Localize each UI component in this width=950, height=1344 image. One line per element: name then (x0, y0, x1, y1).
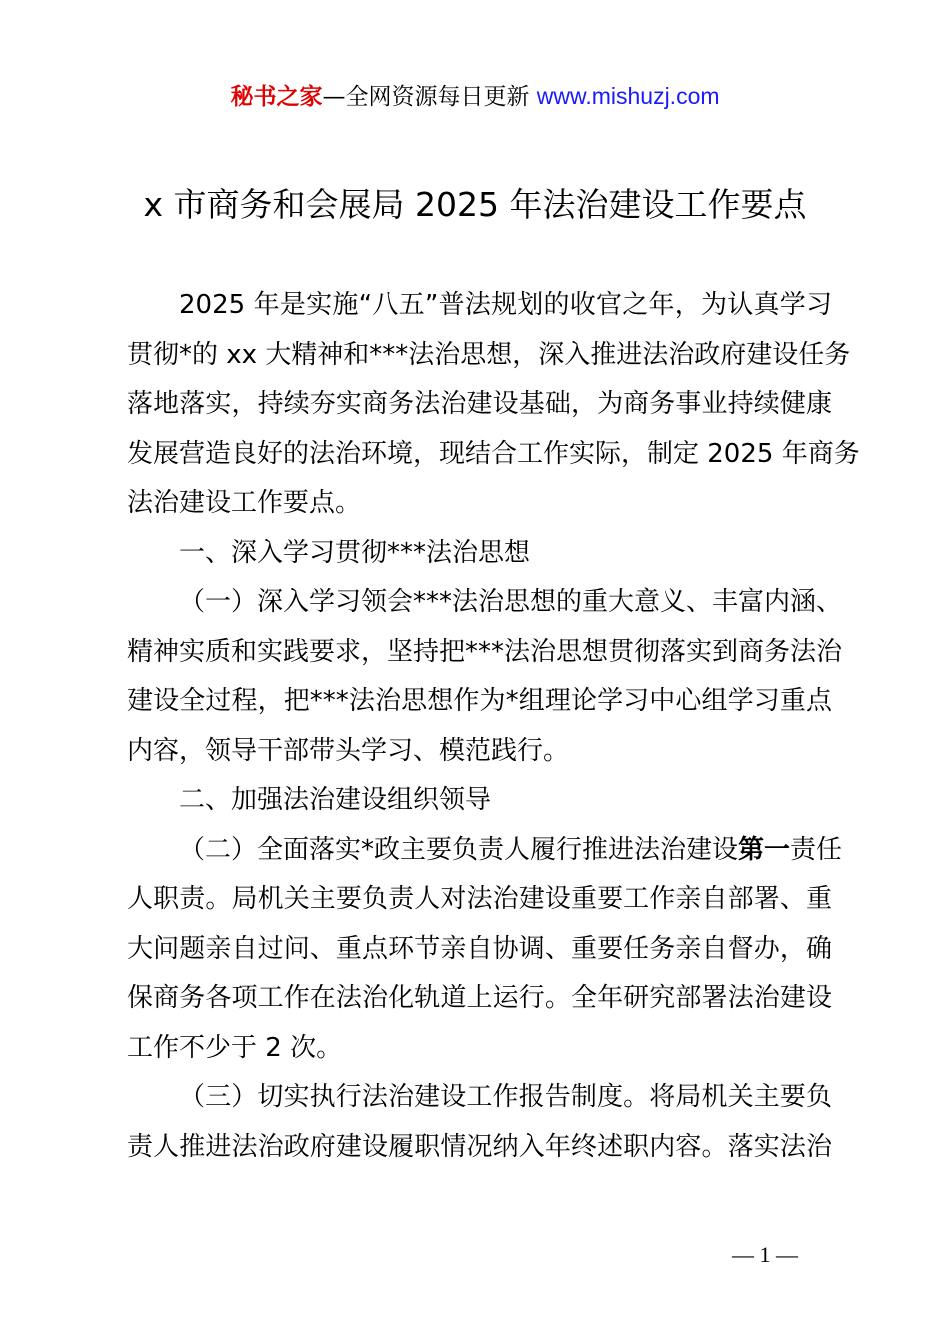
item-2-line: 人职责。局机关主要负责人对法治建设重要工作亲自部署、重 (127, 884, 832, 914)
item-2-line: 保商务各项工作在法治化轨道上运行。全年研究部署法治建设 (127, 983, 832, 1013)
item-1-line: 精神实质和实践要求，坚持把***法治思想贯彻落实到商务法治 (127, 636, 843, 667)
item-3-line: （三）切实执行法治建设工作报告制度。将局机关主要负 (179, 1082, 832, 1112)
intro-line: 2025 年是实施“八五”普法规划的收官之年，为认真学习 (179, 290, 832, 320)
intro-line: 落地落实，持续夯实商务法治建设基础，为商务事业持续健康 (127, 389, 832, 419)
site-header (0, 80, 950, 113)
intro-line: 贯彻*的 xx 大精神和***法治思想，深入推进法治政府建设任务 (127, 339, 851, 370)
section-heading-2: 二、加强法治建设组织领导 (179, 785, 492, 815)
item-2-line: 工作不少于 2 次。 (127, 1032, 343, 1063)
document-title: x 市商务和会展局 2025 年法治建设工作要点 (143, 185, 807, 224)
site-brand: 秘书之家 (230, 84, 323, 110)
page-number: — 1 — (732, 1242, 798, 1267)
site-tagline: —全网资源每日更新 (322, 84, 530, 110)
item-2-text-pre: （二）全面落实*政主要负责人履行推进法治建设 (179, 834, 739, 865)
item-2-text-bold: 第一 (738, 834, 791, 865)
item-2-line: 大问题亲自过问、重点环节亲自协调、重要任务亲自督办，确 (127, 933, 832, 964)
site-url-link[interactable]: www.mishuzj.com (536, 83, 720, 109)
item-1-line: 建设全过程，把***法治思想作为*组理论学习中心组学习重点 (127, 686, 832, 716)
section-heading-1: 一、深入学习贯彻***法治思想 (179, 537, 531, 568)
item-1-line: （一）深入学习领会***法治思想的重大意义、丰富内涵、 (179, 587, 843, 617)
item-2-text-post: 责任 (790, 834, 843, 865)
item-1-line: 内容，领导干部带头学习、模范践行。 (127, 735, 570, 766)
item-2-first-line (127, 826, 843, 876)
intro-line: 法治建设工作要点。 (127, 488, 362, 518)
item-3-line: 责人推进法治政府建设履职情况纳入年终述职内容。落实法治 (127, 1131, 832, 1162)
intro-line: 发展营造良好的法治环境，现结合工作实际，制定 2025 年商务 (127, 438, 860, 469)
document-body (127, 281, 860, 1172)
